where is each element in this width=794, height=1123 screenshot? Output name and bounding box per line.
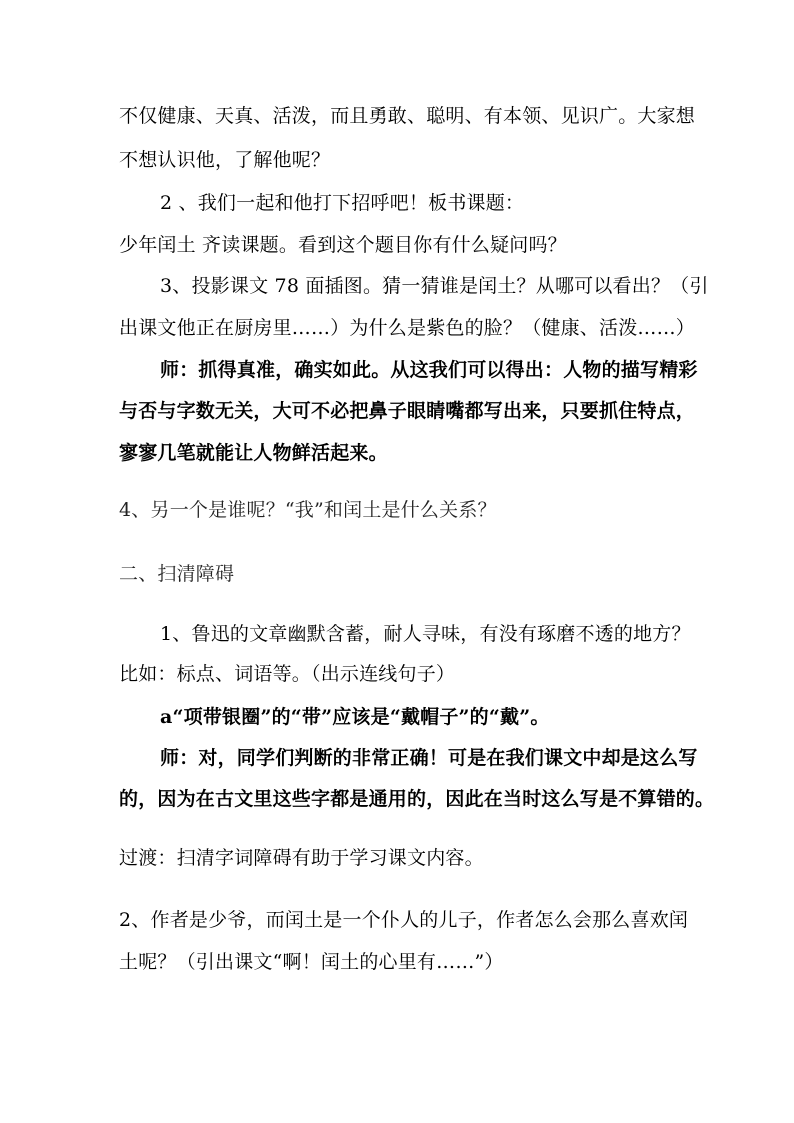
paragraph-line-13: a“项带银圈”的“带”应该是“戴帽子”的“戴”。 xyxy=(160,706,550,728)
paragraph-line-18: 土呢？（引出课文“啊！闰土的心里有……”） xyxy=(119,951,504,973)
paragraph-line-10: 4、另一个是谁呢？“我”和闰土是什么关系？ xyxy=(119,499,497,521)
paragraph-line-12: 比如：标点、词语等。（出示连线句子） xyxy=(119,663,456,685)
paragraph-line-6: 出课文他正在厨房里……）为什么是紫色的脸？（健康、活泼……） xyxy=(119,317,696,339)
paragraph-line-17: 2、作者是少爷，而闰土是一个仆人的儿子，作者怎么会那么喜欢闰 xyxy=(119,909,689,931)
paragraph-line-9: 寥寥几笔就能让人物鲜活起来。 xyxy=(119,442,388,464)
paragraph-line-3: 2 、我们一起和他打下招呼吧！板书课题： xyxy=(160,192,525,214)
section-heading: 二、扫清障碍 xyxy=(119,563,235,585)
paragraph-line-8: 与否与字数无关，大可不必把鼻子眼睛嘴都写出来，只要抓住特点， xyxy=(119,400,696,422)
paragraph-line-15: 的，因为在古文里这些字都是通用的，因此在当时这么写是不算错的。 xyxy=(119,788,715,810)
paragraph-line-1: 不仅健康、天真、活泼，而且勇敢、聪明、有本领、见识广。大家想 xyxy=(119,105,696,127)
paragraph-line-7: 师：抓得真准，确实如此。从这我们可以得出：人物的描写精彩 xyxy=(160,359,698,381)
paragraph-line-5: 3、投影课文 78 面插图。猜一猜谁是闰土？从哪可以看出？（引 xyxy=(160,275,709,297)
paragraph-line-14: 师：对，同学们判断的非常正确！可是在我们课文中却是这么写 xyxy=(160,747,698,769)
paragraph-line-2: 不想认识他，了解他呢？ xyxy=(119,149,331,171)
paragraph-line-11: 1、鲁迅的文章幽默含蓄，耐人寻味，有没有琢磨不透的地方？ xyxy=(160,623,691,645)
paragraph-line-16: 过渡：扫清字词障碍有助于学习课文内容。 xyxy=(119,847,484,869)
paragraph-line-4: 少年闰土 齐读课题。看到这个题目你有什么疑问吗？ xyxy=(119,234,567,256)
